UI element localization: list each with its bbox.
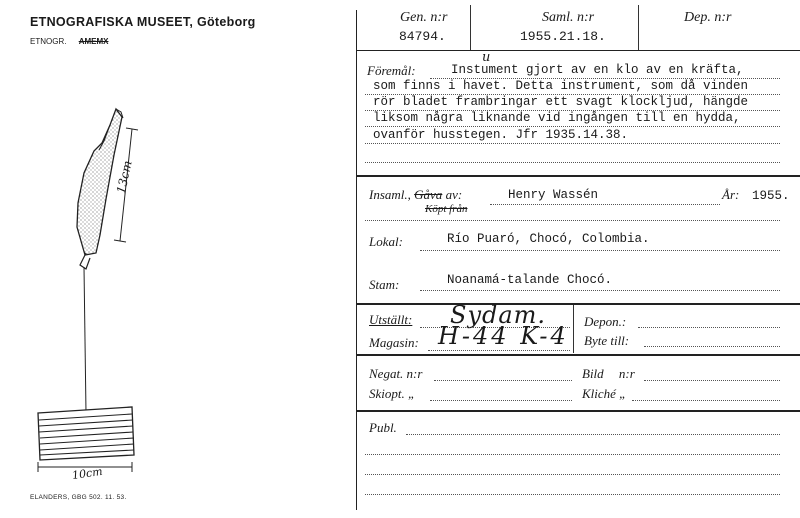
depon-label: Depon.: bbox=[584, 314, 627, 329]
gen-label: Gen. n:r bbox=[400, 10, 448, 25]
foremal-label: Föremål: bbox=[367, 63, 416, 78]
utstallt-label: Utställt: bbox=[369, 312, 413, 327]
printer-note: ELANDERS, GBG 502. 11. 53. bbox=[30, 494, 127, 501]
stam-label: Stam: bbox=[369, 277, 400, 292]
museum-city: Göteborg bbox=[196, 15, 256, 29]
insaml-struck-gava: Gåva bbox=[414, 187, 443, 202]
foremal-rule bbox=[365, 110, 780, 111]
insaml-rule bbox=[356, 175, 800, 177]
depon-dots bbox=[638, 327, 780, 328]
foremal-line-4: liksom några liknande vid ingången till en hydda, bbox=[373, 111, 741, 125]
publ-dots bbox=[406, 434, 780, 435]
stam-value: Noanamá-talande Chocó. bbox=[447, 273, 613, 287]
foremal-rule bbox=[365, 126, 780, 127]
negat-rule bbox=[356, 354, 800, 356]
card-divider bbox=[356, 10, 357, 510]
header-bottom-rule bbox=[356, 50, 800, 51]
byte-dots bbox=[644, 346, 780, 347]
insaml-dots bbox=[490, 204, 720, 205]
foremal-rule bbox=[430, 78, 780, 79]
skiopt-label: Skiopt. „ bbox=[369, 386, 416, 401]
stam-dots bbox=[420, 290, 780, 291]
insaml-value: Henry Wassén bbox=[508, 188, 599, 202]
magasin-handwritten: H-44 K-4 bbox=[438, 322, 569, 350]
gen-value: 84794. bbox=[399, 29, 446, 44]
lokal-label: Lokal: bbox=[369, 234, 403, 249]
insaml-label bbox=[369, 187, 462, 203]
bild-dots bbox=[644, 380, 780, 381]
bild-label-text: Bild bbox=[582, 366, 604, 381]
width-note: 10cm bbox=[71, 464, 104, 483]
lokal-dots bbox=[420, 250, 780, 251]
publ-dots bbox=[365, 494, 780, 495]
foremal-rule bbox=[365, 94, 780, 95]
insaml-label-text: Insaml., bbox=[369, 187, 411, 202]
bild-label-suffix: n:r bbox=[618, 366, 635, 381]
insaml-dots-2 bbox=[365, 220, 780, 221]
ar-label: År: bbox=[722, 187, 740, 202]
insaml-struck-kopt: Köpt från bbox=[425, 203, 468, 215]
foremal-rule bbox=[365, 143, 780, 144]
foremal-line-2: som finns i havet. Detta instrument, som då vinden bbox=[373, 79, 749, 93]
utstallt-handwritten: Sydam. bbox=[450, 301, 547, 329]
foremal-line-3: rör bladet frambringar ett svagt klockljud, hängde bbox=[373, 95, 749, 109]
foremal-line-1: Instument gjort av en klo av en kräfta, bbox=[451, 63, 744, 77]
saml-label: Saml. n:r bbox=[542, 10, 595, 25]
utstallt-rule bbox=[356, 303, 800, 305]
lokal-value: Río Puaró, Chocó, Colombia. bbox=[447, 232, 650, 246]
dep-label: Dep. n:r bbox=[684, 10, 732, 25]
header-col-sep-2 bbox=[638, 5, 639, 50]
saml-value: 1955.21.18. bbox=[520, 29, 606, 44]
header-col-sep-1 bbox=[470, 5, 471, 50]
utstallt-col-sep bbox=[573, 305, 574, 353]
skiopt-dots bbox=[430, 400, 572, 401]
etnogr-struck: AMEMX bbox=[78, 37, 109, 46]
object-drawing bbox=[20, 95, 180, 495]
bild-label bbox=[582, 366, 635, 382]
museum-title bbox=[30, 15, 256, 29]
ar-value: 1955. bbox=[752, 189, 790, 203]
museum-name: ETNOGRAFISKA MUSEET, bbox=[30, 15, 194, 29]
insaml-label-suffix: av: bbox=[445, 187, 463, 202]
kliche-label: Kliché „ bbox=[582, 386, 627, 401]
foremal-rule bbox=[365, 162, 780, 163]
etnogr-line bbox=[30, 37, 108, 46]
byte-label: Byte till: bbox=[584, 333, 630, 348]
publ-dots bbox=[365, 474, 780, 475]
publ-rule bbox=[356, 410, 800, 412]
height-note: 13cm bbox=[114, 159, 135, 195]
negat-dots bbox=[434, 380, 572, 381]
foremal-correction: u bbox=[482, 50, 491, 65]
publ-dots bbox=[365, 454, 780, 455]
negat-label: Negat. n:r bbox=[369, 366, 423, 381]
kliche-dots bbox=[632, 400, 780, 401]
foremal-line-5: ovanför husstegen. Jfr 1935.14.38. bbox=[373, 128, 629, 142]
magasin-label: Magasin: bbox=[369, 335, 419, 350]
etnogr-label: ETNOGR. bbox=[30, 37, 67, 46]
magasin-dots bbox=[428, 350, 570, 351]
publ-label: Publ. bbox=[369, 420, 397, 435]
